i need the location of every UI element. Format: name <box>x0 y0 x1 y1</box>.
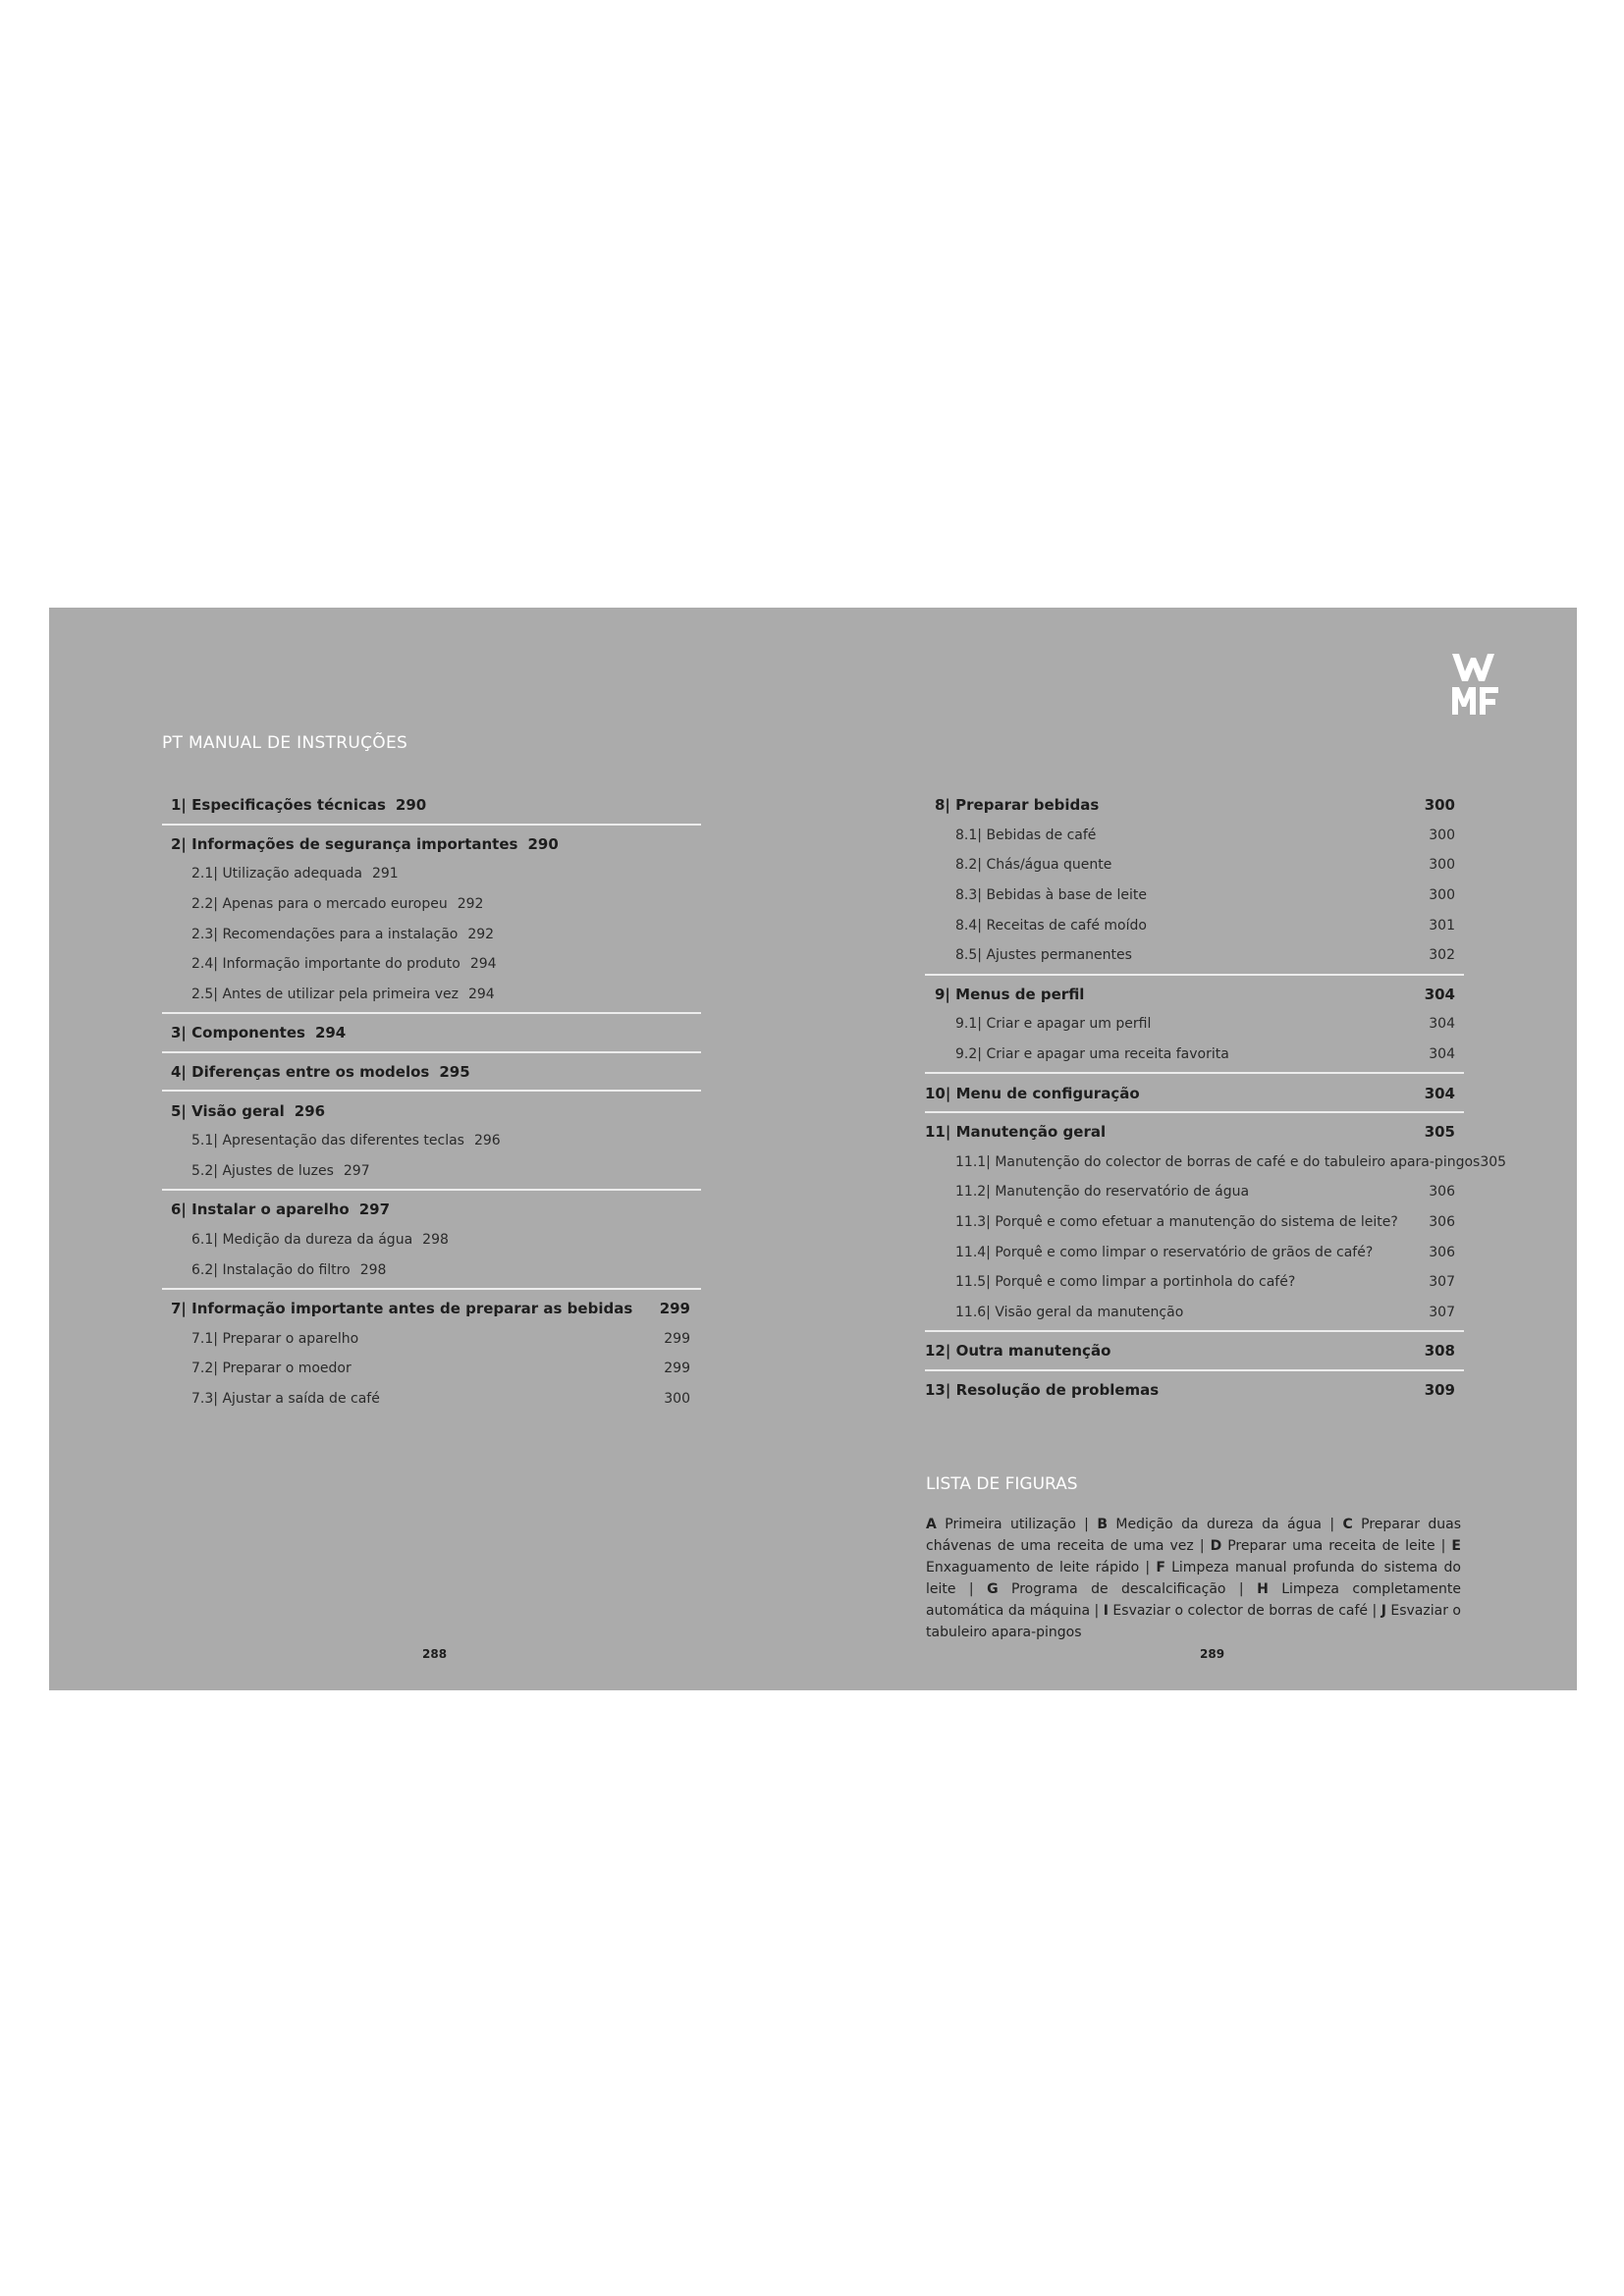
figure-item <box>987 1581 1225 1597</box>
toc-entry-page: 306 <box>1429 1184 1455 1201</box>
toc-entry-label: Ajustar a saída de café <box>222 1390 380 1407</box>
toc-entry-label: Porquê e como limpar a portinhola do café? <box>995 1274 1296 1291</box>
toc-entry-label: Manutenção do reservatório de água <box>995 1184 1250 1201</box>
toc-entry-number: 13| <box>925 1380 956 1399</box>
toc-entry-page: 304 <box>1424 985 1455 1003</box>
toc-entry[interactable] <box>162 1018 701 1048</box>
toc-entry-number: 12| <box>925 1342 956 1361</box>
toc-entry-number: 7| <box>171 1300 192 1318</box>
toc-entry-label: Receitas de café moído <box>986 917 1147 934</box>
figure-letter: A <box>926 1517 937 1532</box>
toc-entry[interactable] <box>925 940 1466 971</box>
toc-entry[interactable] <box>162 790 701 821</box>
figure-letter: B <box>1097 1517 1108 1532</box>
toc-entry-page: 307 <box>1429 1274 1455 1291</box>
toc-entry-number: 8.3| <box>955 887 987 904</box>
toc-entry-number: 3| <box>171 1024 192 1042</box>
figure-text: Medição da dureza da água <box>1107 1517 1322 1532</box>
toc-entry-page: 298 <box>422 1232 449 1249</box>
toc-divider <box>162 824 701 826</box>
toc-entry[interactable] <box>925 910 1466 940</box>
toc-entry-label: Criar e apagar uma receita favorita <box>986 1046 1229 1063</box>
toc-right-column <box>925 790 1507 1405</box>
toc-entry-page: 304 <box>1429 1016 1455 1033</box>
toc-entry-page: 292 <box>467 926 495 942</box>
toc-entry-number: 2.1| <box>191 866 223 882</box>
page-number-left: 288 <box>422 1647 448 1661</box>
toc-entry-page: 292 <box>457 896 484 913</box>
toc-entry-label: Bebidas de café <box>986 827 1097 843</box>
toc-entry-page: 302 <box>1429 947 1455 964</box>
toc-entry-label: Menus de perfil <box>955 985 1085 1003</box>
toc-entry-page: 309 <box>1424 1380 1455 1399</box>
toc-entry-page: 294 <box>469 956 497 973</box>
figure-text: Limpeza manual profunda do sistema do leite <box>926 1560 1461 1597</box>
toc-entry[interactable] <box>162 1255 701 1285</box>
toc-entry-number: 5.1| <box>191 1133 223 1149</box>
toc-entry-page: 291 <box>371 866 399 882</box>
toc-entry-label: Utilização adequada <box>222 866 362 882</box>
toc-entry-number: 7.3| <box>191 1390 223 1407</box>
toc-entry-label: Resolução de problemas <box>955 1380 1160 1399</box>
toc-entry-page: 299 <box>659 1300 690 1318</box>
toc-divider <box>925 1369 1464 1371</box>
figure-text: Esvaziar o colector de borras de café <box>1108 1603 1369 1619</box>
toc-entry-page: 304 <box>1424 1084 1455 1102</box>
manual-title: PT MANUAL DE INSTRUÇÕES <box>162 733 408 753</box>
toc-entry-number: 5| <box>171 1101 192 1120</box>
figure-item <box>1104 1603 1368 1619</box>
figure-letter: J <box>1380 1603 1386 1619</box>
toc-divider <box>925 1111 1464 1113</box>
toc-entry-page: 306 <box>1429 1244 1455 1260</box>
toc-entry-page: 304 <box>1429 1046 1455 1063</box>
toc-entry-number: 8.1| <box>955 827 987 843</box>
toc-divider <box>925 974 1464 976</box>
toc-entry-label: Apenas para o mercado europeu <box>222 896 448 913</box>
toc-entry-number: 8.2| <box>955 857 987 874</box>
figure-text: Esvaziar o tabuleiro apara-pingos <box>926 1603 1461 1640</box>
toc-entry[interactable] <box>925 1375 1466 1406</box>
toc-entry[interactable] <box>925 821 1466 851</box>
toc-entry-label: Informação importante antes de preparar as bebidas <box>191 1300 633 1318</box>
toc-entry-number: 9.2| <box>955 1046 987 1063</box>
toc-entry-label: Outra manutenção <box>955 1342 1111 1361</box>
toc-entry-label: Porquê e como efetuar a manutenção do sistema de leite? <box>995 1214 1398 1231</box>
figure-letter: D <box>1210 1538 1222 1554</box>
toc-entry-label: Preparar o moedor <box>222 1361 352 1377</box>
toc-entry-page: 307 <box>1429 1304 1455 1320</box>
toc-entry-label: Preparar bebidas <box>955 796 1100 815</box>
toc-entry-label: Medição da dureza da água <box>222 1232 413 1249</box>
toc-entry-page: 300 <box>1429 857 1455 874</box>
figure-letter: C <box>1342 1517 1353 1532</box>
toc-entry[interactable] <box>925 881 1466 911</box>
toc-entry-page: 300 <box>1424 796 1455 815</box>
wmf-logo-icon <box>1452 654 1503 715</box>
toc-entry-page: 305 <box>1424 1123 1455 1142</box>
figure-text: Preparar duas chávenas de uma receita de uma vez <box>926 1517 1461 1554</box>
figure-letter: E <box>1451 1538 1461 1554</box>
toc-entry-page: 300 <box>1429 827 1455 843</box>
figure-text: Enxaguamento de leite rápido <box>926 1560 1140 1575</box>
toc-entry-page: 296 <box>473 1133 501 1149</box>
toc-entry[interactable] <box>162 949 701 980</box>
toc-entry[interactable] <box>162 1156 701 1187</box>
toc-entry[interactable] <box>925 1177 1466 1207</box>
toc-entry-label: Bebidas à base de leite <box>986 887 1147 904</box>
toc-entry-number: 10| <box>925 1084 956 1102</box>
toc-entry-number: 6.1| <box>191 1232 223 1249</box>
toc-entry[interactable] <box>925 1117 1466 1148</box>
toc-entry-number: 1| <box>171 796 192 815</box>
toc-entry-page: 301 <box>1429 917 1455 934</box>
figure-letter: I <box>1103 1603 1109 1619</box>
toc-entry-page: 296 <box>294 1101 326 1120</box>
figure-text: Primeira utilização <box>936 1517 1076 1532</box>
toc-entry-page: 294 <box>314 1024 347 1042</box>
figure-text: Limpeza completamente automática da máquina <box>926 1581 1461 1619</box>
toc-entry-label: Porquê e como limpar o reservatório de grãos de café? <box>995 1244 1374 1260</box>
toc-entry-page: 308 <box>1424 1342 1455 1361</box>
toc-entry-label: Visão geral da manutenção <box>995 1304 1184 1320</box>
toc-entry-page: 300 <box>664 1390 690 1407</box>
toc-entry-number: 4| <box>171 1063 192 1082</box>
toc-entry[interactable] <box>162 1324 701 1355</box>
figure-text: Programa de descalcificação <box>998 1581 1226 1597</box>
toc-entry-number: 9.1| <box>955 1016 987 1033</box>
toc-entry-label: Manutenção do colector de borras de café e do tabuleiro apara-pingos <box>995 1153 1481 1170</box>
toc-entry[interactable] <box>925 1148 1507 1178</box>
toc-entry-label: Criar e apagar um perfil <box>986 1016 1152 1033</box>
toc-entry-label: Visão geral <box>191 1101 285 1120</box>
toc-entry-number: 2.5| <box>191 986 223 1002</box>
toc-entry-label: Ajustes de luzes <box>222 1162 334 1179</box>
toc-entry[interactable] <box>162 1354 701 1384</box>
toc-entry-number: 8.4| <box>955 917 987 934</box>
toc-entry-label: Chás/água quente <box>986 857 1112 874</box>
toc-entry-number: 9| <box>935 985 956 1003</box>
toc-entry-page: 299 <box>664 1330 690 1347</box>
toc-entry[interactable] <box>925 850 1466 881</box>
toc-entry-label: Antes de utilizar pela primeira vez <box>222 986 459 1002</box>
toc-divider <box>162 1051 701 1053</box>
toc-entry-label: Preparar o aparelho <box>222 1330 359 1347</box>
toc-entry-number: 6.2| <box>191 1261 223 1278</box>
toc-entry-page: 290 <box>527 834 559 853</box>
figure-item <box>926 1517 1076 1532</box>
toc-entry-number: 11.4| <box>955 1244 996 1260</box>
toc-entry[interactable] <box>162 829 701 860</box>
toc-entry-number: 2| <box>171 834 192 853</box>
toc-entry[interactable] <box>925 1009 1466 1040</box>
toc-entry-label: Instalação do filtro <box>222 1261 351 1278</box>
toc-entry[interactable] <box>162 859 701 889</box>
toc-entry-label: Informações de segurança importantes <box>191 834 518 853</box>
toc-entry-label: Menu de configuração <box>955 1084 1140 1102</box>
toc-entry[interactable] <box>925 790 1466 821</box>
figure-letter: G <box>987 1581 999 1597</box>
toc-entry-number: 11.6| <box>955 1304 996 1320</box>
toc-entry-number: 8| <box>935 796 956 815</box>
toc-divider <box>162 1012 701 1014</box>
toc-divider <box>925 1330 1464 1332</box>
toc-entry-label: Ajustes permanentes <box>986 947 1132 964</box>
toc-entry[interactable] <box>162 1225 701 1255</box>
toc-entry-number: 11.2| <box>955 1184 996 1201</box>
toc-divider <box>162 1288 701 1290</box>
toc-entry-page: 298 <box>359 1261 387 1278</box>
toc-entry[interactable] <box>162 1095 701 1126</box>
page-number-right: 289 <box>1200 1647 1225 1661</box>
toc-entry-label: Manutenção geral <box>955 1123 1107 1142</box>
toc-entry-number: 2.4| <box>191 956 223 973</box>
toc-entry-label: Diferenças entre os modelos <box>191 1063 430 1082</box>
toc-entry[interactable] <box>925 980 1466 1010</box>
toc-entry[interactable] <box>925 1237 1466 1267</box>
toc-entry[interactable] <box>925 1040 1466 1070</box>
toc-entry[interactable] <box>925 1078 1466 1108</box>
figures-list: A Primeira utilização | B Medição da dureza da água | C Preparar duas chávenas de uma receita de uma vez | D Preparar uma receita de leite | E Enxaguamento de leite rápido | F Limpeza manual profunda do sistema do leite | G Programa de descalcificação | H Limpeza completamente automática da máquina | I Esvaziar o colector de borras de café | J Esvaziar o tabuleiro apara-pingos <box>926 1517 1461 1640</box>
toc-entry[interactable] <box>162 919 701 949</box>
toc-entry-page: 294 <box>467 986 495 1002</box>
toc-divider <box>162 1090 701 1092</box>
toc-entry-page: 300 <box>1429 887 1455 904</box>
toc-entry-page: 290 <box>395 796 427 815</box>
toc-entry[interactable] <box>162 1384 701 1415</box>
toc-entry-label: Instalar o aparelho <box>191 1201 350 1219</box>
toc-entry-label: Apresentação das diferentes teclas <box>222 1133 464 1149</box>
toc-entry-number: 2.3| <box>191 926 223 942</box>
toc-entry[interactable] <box>162 1057 701 1088</box>
toc-divider <box>162 1189 701 1191</box>
toc-entry-number: 11.1| <box>955 1153 996 1170</box>
toc-entry[interactable] <box>925 1267 1466 1298</box>
toc-entry-number: 8.5| <box>955 947 987 964</box>
toc-entry-number: 6| <box>171 1201 192 1219</box>
toc-divider <box>925 1072 1464 1074</box>
toc-entry-number: 7.2| <box>191 1361 223 1377</box>
toc-entry-page: 297 <box>358 1201 391 1219</box>
toc-entry-page: 297 <box>343 1162 370 1179</box>
toc-entry-page: 305 <box>1480 1153 1507 1170</box>
toc-entry[interactable] <box>162 1294 701 1324</box>
figure-letter: F <box>1156 1560 1165 1575</box>
toc-entry-page: 295 <box>439 1063 470 1082</box>
toc-entry-number: 11.5| <box>955 1274 996 1291</box>
toc-entry[interactable] <box>162 889 701 920</box>
toc-entry[interactable] <box>925 1298 1466 1328</box>
toc-entry-number: 11| <box>925 1123 956 1142</box>
toc-entry[interactable] <box>925 1336 1466 1366</box>
toc-left-column <box>162 790 701 1414</box>
toc-entry-label: Componentes <box>191 1024 305 1042</box>
toc-entry[interactable] <box>925 1207 1466 1238</box>
toc-entry-page: 306 <box>1429 1214 1455 1231</box>
toc-entry-number: 2.2| <box>191 896 223 913</box>
toc-entry-number: 7.1| <box>191 1330 223 1347</box>
toc-entry[interactable] <box>162 1195 701 1225</box>
toc-entry-number: 11.3| <box>955 1214 996 1231</box>
toc-entry[interactable] <box>162 1126 701 1156</box>
figure-letter: H <box>1257 1581 1269 1597</box>
toc-entry[interactable] <box>162 980 701 1010</box>
toc-entry-label: Recomendações para a instalação <box>222 926 459 942</box>
figures-title: LISTA DE FIGURAS <box>926 1474 1078 1494</box>
figure-text: Preparar uma receita de leite <box>1221 1538 1435 1554</box>
toc-entry-label: Especificações técnicas <box>191 796 386 815</box>
toc-entry-number: 5.2| <box>191 1162 223 1179</box>
toc-entry-label: Informação importante do produto <box>222 956 460 973</box>
toc-entry-page: 299 <box>664 1361 690 1377</box>
figure-item <box>1097 1517 1322 1532</box>
figure-item <box>1211 1538 1435 1554</box>
